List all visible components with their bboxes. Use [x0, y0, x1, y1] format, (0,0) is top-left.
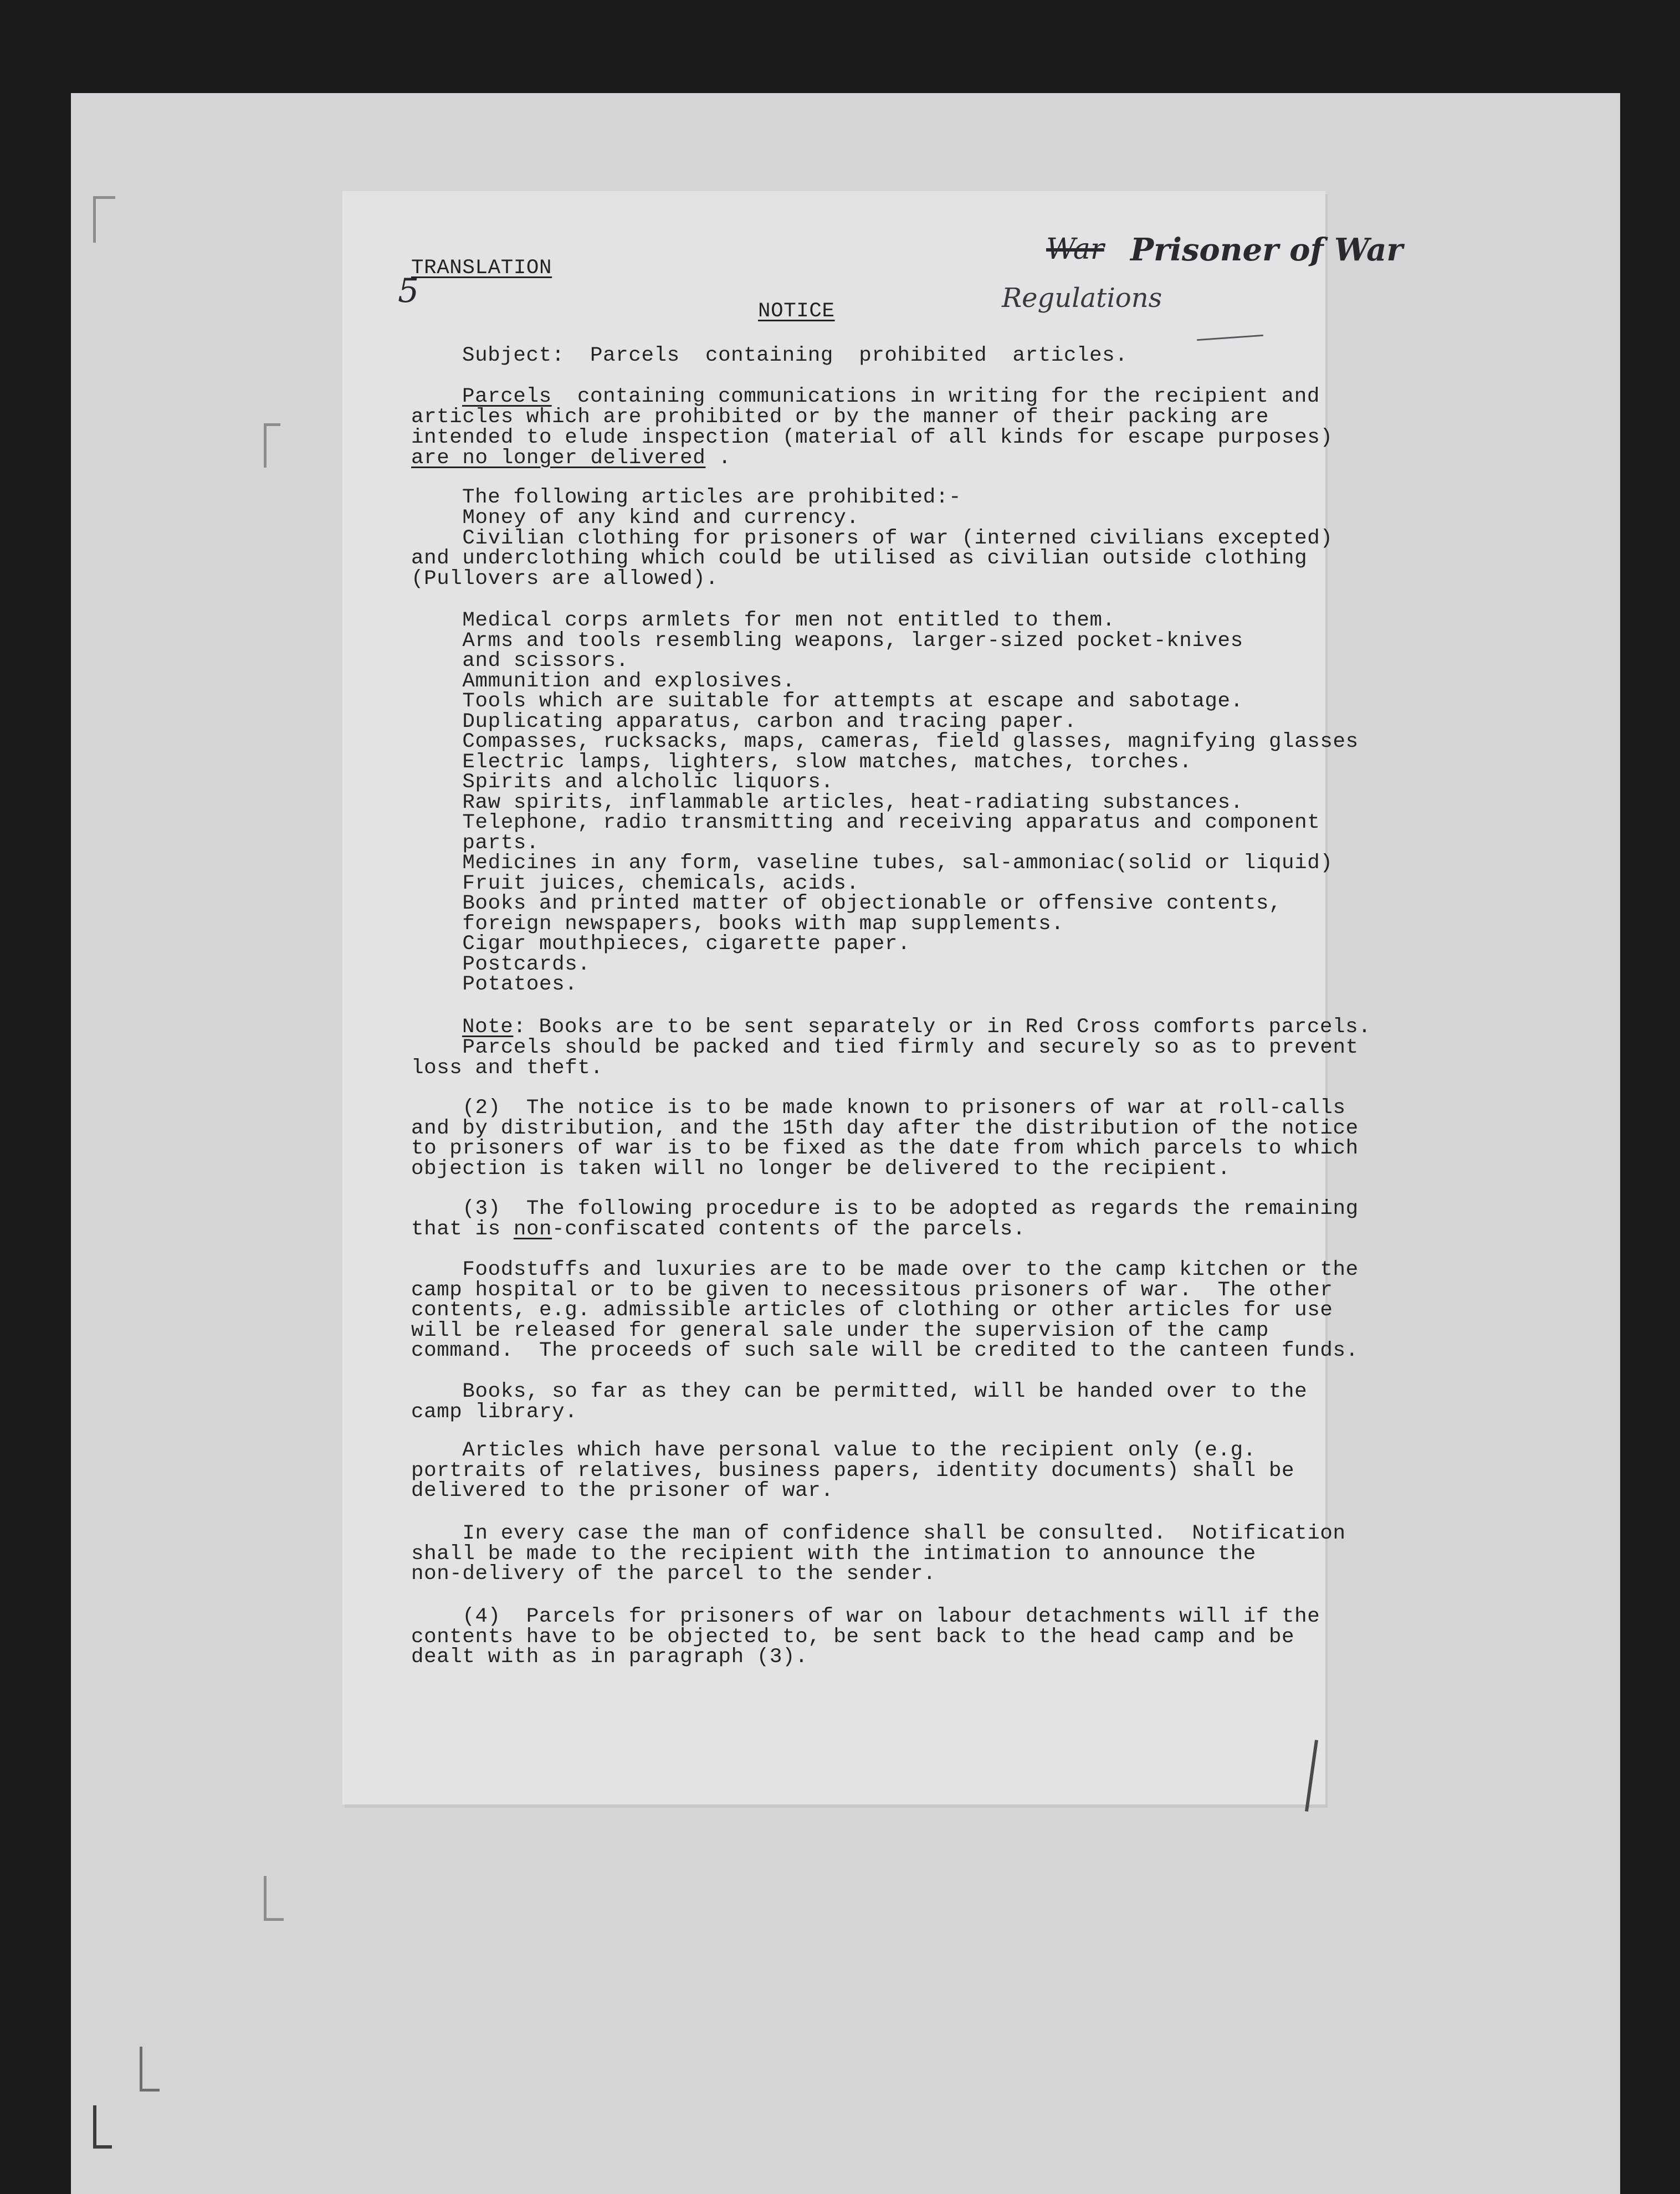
text-line: and scissors. — [411, 649, 629, 673]
handwritten-annotation-prisoner-of-war: Prisoner of War — [1130, 232, 1403, 268]
crop-mark — [264, 423, 267, 468]
para3-underlined: non — [513, 1218, 552, 1241]
note-line-3: loss and theft. — [411, 1057, 603, 1080]
paragraph-articles — [411, 1441, 1331, 1501]
text-line: contents, e.g. admissible articles of clothing or other articles for use — [411, 1299, 1333, 1322]
text-line: shall be made to the recipient with the intimation to announce the — [411, 1542, 1256, 1566]
text-line: and by distribution, and the 15th day after the distribution of the notice — [411, 1116, 1359, 1140]
intro-underlined-phrase: are no longer delivered — [411, 447, 706, 470]
text-line: Medical corps armlets for men not entitled to them. — [411, 609, 1115, 632]
text-line: dealt with as in paragraph (3). — [411, 1645, 808, 1669]
intro-line-4-end: . — [705, 447, 731, 470]
text-line: Books, so far as they can be permitted, will be handed over to the — [411, 1380, 1308, 1403]
text-line: Postcards. — [411, 952, 591, 976]
text-line: Telephone, radio transmitting and receiving apparatus and component — [411, 811, 1320, 834]
text-line: non-delivery of the parcel to the sender. — [411, 1562, 936, 1586]
text-line: Fruit juices, chemicals, acids. — [411, 872, 859, 895]
text-line: (2) The notice is to be made known to prisoners of war at roll-calls — [411, 1096, 1346, 1120]
note-label: Note — [462, 1016, 514, 1039]
crop-mark — [264, 1918, 284, 1921]
text-line: In every case the man of confidence shall be consulted. Notification — [411, 1522, 1346, 1545]
text-line: objection is taken will no longer be delivered to the recipient. — [411, 1157, 1231, 1181]
text-line: Foodstuffs and luxuries are to be made over to the camp kitchen or the — [411, 1258, 1359, 1281]
prohibited-list-b — [411, 609, 1359, 996]
folio-number: 5 — [398, 271, 419, 310]
text-line: Compasses, rucksacks, maps, cameras, field glasses, magnifying glasses — [411, 730, 1359, 753]
crop-mark — [140, 2089, 160, 2092]
text-line: Raw spirits, inflammable articles, heat-radiating substances. — [411, 791, 1243, 814]
text-line: (4) Parcels for prisoners of war on labour detachments will if the — [411, 1605, 1320, 1628]
paragraph-3-line-2 — [411, 1219, 1026, 1240]
prohibited-list-a — [411, 508, 1331, 589]
paragraph-books — [411, 1382, 1331, 1422]
header-label: TRANSLATION — [411, 257, 552, 280]
crop-mark — [93, 2145, 112, 2149]
page-title: NOTICE — [758, 300, 835, 323]
text-line: Arms and tools resembling weapons, larger-sized pocket-knives — [411, 629, 1243, 653]
struck-word-handwritten: War — [1046, 233, 1104, 266]
text-line: Cigar mouthpieces, cigarette paper. — [411, 932, 911, 956]
para3-start: that is — [411, 1218, 514, 1241]
text-line: Books and printed matter of objectionable or offensive contents, — [411, 892, 1282, 915]
text-line: Medicines in any form, vaseline tubes, sal-ammoniac(solid or liquid) — [411, 852, 1333, 875]
text-line: parts. — [411, 831, 540, 855]
text-line: Electric lamps, lighters, slow matches, matches, torches. — [411, 750, 1192, 774]
text-line: Potatoes. — [411, 973, 578, 996]
crop-mark — [264, 1876, 267, 1920]
text-line: delivered to the prisoner of war. — [411, 1479, 834, 1503]
prohibited-intro: The following articles are prohibited:- — [462, 486, 962, 509]
text-line: (Pullovers are allowed). — [411, 567, 719, 591]
text-line: Civilian clothing for prisoners of war (interned civilians excepted) — [411, 526, 1333, 550]
intro-line-2: articles which are prohibited or by the manner of their packing are — [411, 406, 1269, 429]
subject-line: Subject: Parcels containing prohibited articles. — [462, 344, 1128, 367]
note-text: : Books are to be sent separately or in Red Cross comforts parcels. — [513, 1016, 1371, 1039]
text-line: will be released for general sale under the supervision of the camp — [411, 1319, 1269, 1342]
crop-mark — [93, 196, 115, 199]
crop-mark — [93, 2105, 96, 2147]
intro-line-3: intended to elude inspection (material of all kinds for escape purposes) — [411, 426, 1333, 449]
paragraph-3-line-1: (3) The following procedure is to be adopted as regards the remaining — [411, 1197, 1359, 1221]
handwritten-annotation-regulations: Regulations — [1002, 283, 1162, 314]
text-line: Tools which are suitable for attempts at escape and sabotage. — [411, 690, 1243, 713]
text-line: Duplicating apparatus, carbon and tracing paper. — [411, 710, 1077, 734]
intro-line-1 — [462, 387, 1320, 407]
text-line: Spirits and alcholic liquors. — [411, 771, 834, 794]
paragraph-2 — [411, 1096, 1359, 1181]
text-line: camp library. — [411, 1400, 578, 1424]
paragraph-confidence — [411, 1522, 1346, 1586]
crop-mark — [93, 196, 96, 243]
text-line: contents have to be objected to, be sent back to the head camp and be — [411, 1625, 1295, 1649]
note-line-1 — [462, 1017, 1371, 1038]
text-line: portraits of relatives, business papers, identity documents) shall be — [411, 1459, 1295, 1483]
text-line: command. The proceeds of such sale will be credited to the canteen funds. — [411, 1339, 1359, 1362]
intro-line-4 — [411, 448, 731, 469]
paragraph-foodstuffs — [411, 1258, 1359, 1362]
text-line: and underclothing which could be utilised as civilian outside clothing — [411, 547, 1308, 570]
text-line: foreign newspapers, books with map supplements. — [411, 912, 1064, 936]
para3-end: -confiscated contents of the parcels. — [552, 1218, 1026, 1241]
text-line: camp hospital or to be given to necessitous prisoners of war. The other — [411, 1278, 1333, 1302]
text-line: Ammunition and explosives. — [411, 669, 796, 693]
text-line: Articles which have personal value to the recipient only (e.g. — [411, 1439, 1256, 1462]
text-line: to prisoners of war is to be fixed as the date from which parcels to which — [411, 1137, 1359, 1160]
intro-lead-word: Parcels — [462, 385, 552, 408]
crop-mark — [264, 423, 280, 426]
paragraph-4 — [411, 1607, 1331, 1668]
intro-rest: containing communications in writing for the recipient and — [551, 385, 1320, 408]
crop-mark — [140, 2047, 142, 2091]
note-line-2: Parcels should be packed and tied firmly and securely so as to prevent — [411, 1036, 1359, 1059]
text-line: Money of any kind and currency. — [411, 506, 859, 530]
